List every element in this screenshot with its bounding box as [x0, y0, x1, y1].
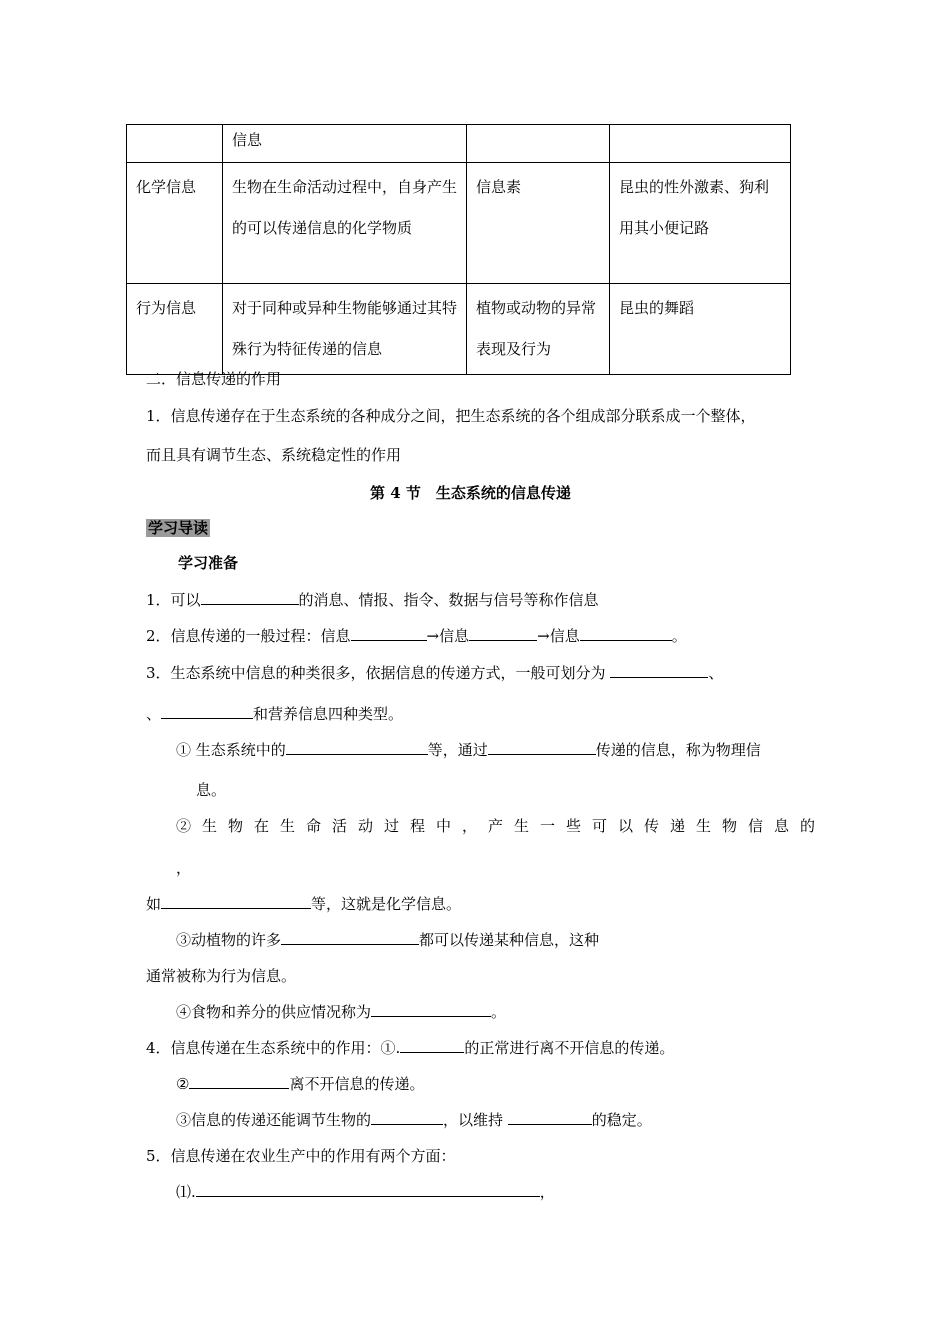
blank [610, 662, 708, 678]
table-cell: 植物或动物的异常表现及行为 [467, 284, 610, 375]
paragraph-line: 而且具有调节生态、系统稳定性的作用 [146, 446, 402, 464]
table-cell: 昆虫的舞蹈 [610, 284, 791, 375]
table-cell: 对于同种或异种生物能够通过其特殊行为特征传递的信息 [223, 284, 467, 375]
blank [469, 625, 537, 641]
guide-label: 学习导读 [148, 519, 209, 537]
guide-label-wrap [146, 517, 210, 538]
blank [201, 589, 299, 605]
table-row [127, 125, 791, 163]
q3-3-text: ③动植物的许多 [176, 931, 282, 949]
paragraph-line: 1．信息传递存在于生态系统的各种成分之间，把生态系统的各个组成部分联系成一个整体， [146, 407, 756, 425]
arrow-icon: → [537, 627, 550, 645]
q4-text: 的正常进行离不开信息的传递。 [464, 1039, 675, 1057]
blank [281, 929, 419, 945]
blank [351, 625, 427, 641]
q3-text: 和营养信息四种类型。 [253, 705, 404, 723]
question-3-2-cont [146, 893, 461, 914]
table-cell: 信息 [223, 125, 467, 163]
q4-text: ，以维持 [443, 1111, 508, 1129]
question-2 [146, 625, 687, 646]
q3-1-text: 传递的信息，称为物理信 [595, 741, 761, 759]
question-3-2-comma: ， [176, 859, 192, 877]
q3-text: 、 [146, 705, 162, 723]
blank [196, 1181, 540, 1197]
prep-label: 学习准备 [178, 554, 239, 572]
q2-text: 信息 [439, 627, 470, 645]
question-3-cont [146, 703, 403, 724]
section-heading: 二．信息传递的作用 [146, 370, 282, 388]
table-cell [610, 125, 791, 163]
table-cell: 信息素 [467, 163, 610, 284]
question-1 [146, 589, 599, 610]
table-cell: 生物在生命活动过程中，自身产生的可以传递信息的化学物质 [223, 163, 467, 284]
q4-text: 4．信息传递在生态系统中的作用：①. [146, 1039, 401, 1057]
blank [161, 893, 311, 909]
question-4-3 [176, 1109, 652, 1130]
q4-text: ③信息的传递还能调节生物的 [176, 1111, 372, 1129]
q5-text: ⑴. [176, 1183, 196, 1201]
q1-text: 的消息、情报、指令、数据与信号等称作信息 [298, 591, 599, 609]
question-3-3 [176, 929, 599, 950]
blank [286, 739, 428, 755]
q2-text: 2．信息传递的一般过程：信息 [146, 627, 351, 645]
blank [161, 703, 253, 719]
q1-text: 1．可以 [146, 591, 201, 609]
question-5: 5．信息传递在农业生产中的作用有两个方面： [146, 1147, 456, 1165]
question-3 [146, 662, 723, 683]
table-cell [467, 125, 610, 163]
q4-text: 的稳定。 [591, 1111, 652, 1129]
question-3-1-cont: 息。 [196, 781, 227, 799]
table-row [127, 284, 791, 375]
question-3-1 [176, 739, 761, 760]
q3-1-text: 等，通过 [427, 741, 488, 759]
blank [371, 1001, 491, 1017]
q3-3-text: 都可以传递某种信息，这种 [419, 931, 600, 949]
blank [488, 739, 596, 755]
q3-text: 3．生态系统中信息的种类很多，依据信息的传递方式，一般可划分为 [146, 664, 606, 682]
arrow-icon: → [426, 627, 440, 645]
table-cell: 化学信息 [127, 163, 223, 284]
table-cell [127, 125, 223, 163]
question-3-3-cont: 通常被称为行为信息。 [146, 967, 297, 985]
question-3-4 [176, 1001, 506, 1022]
blank [371, 1109, 443, 1125]
q5-text: ， [539, 1183, 555, 1201]
q3-4-text: 。 [491, 1003, 507, 1021]
q3-1-text: ① 生态系统中的 [176, 741, 286, 759]
q3-text: 、 [708, 664, 724, 682]
q2-text: 信息 [549, 627, 580, 645]
table-cell: 昆虫的性外激素、狗利用其小便记路 [610, 163, 791, 284]
blank [508, 1109, 592, 1125]
question-4 [146, 1037, 674, 1058]
q3-2-text: 等，这就是化学信息。 [311, 895, 462, 913]
blank [580, 625, 672, 641]
question-4-2 [176, 1073, 424, 1094]
question-3-2: ②生物在生命活动过程中，产生一些可以传递生物信息的 [176, 817, 827, 835]
info-type-table [126, 124, 791, 375]
table-cell: 行为信息 [127, 284, 223, 375]
blank [400, 1037, 464, 1053]
q3-2-text: 如 [146, 895, 162, 913]
question-5-1 [176, 1181, 555, 1202]
q4-text: ② [176, 1075, 190, 1093]
chapter-title: 第 4 节 生态系统的信息传递 [370, 484, 571, 502]
blank [189, 1073, 289, 1089]
table-row [127, 163, 791, 284]
q3-4-text: ④食物和养分的供应情况称为 [176, 1003, 372, 1021]
q4-text: 离不开信息的传递。 [289, 1075, 425, 1093]
q2-text: 。 [671, 627, 687, 645]
